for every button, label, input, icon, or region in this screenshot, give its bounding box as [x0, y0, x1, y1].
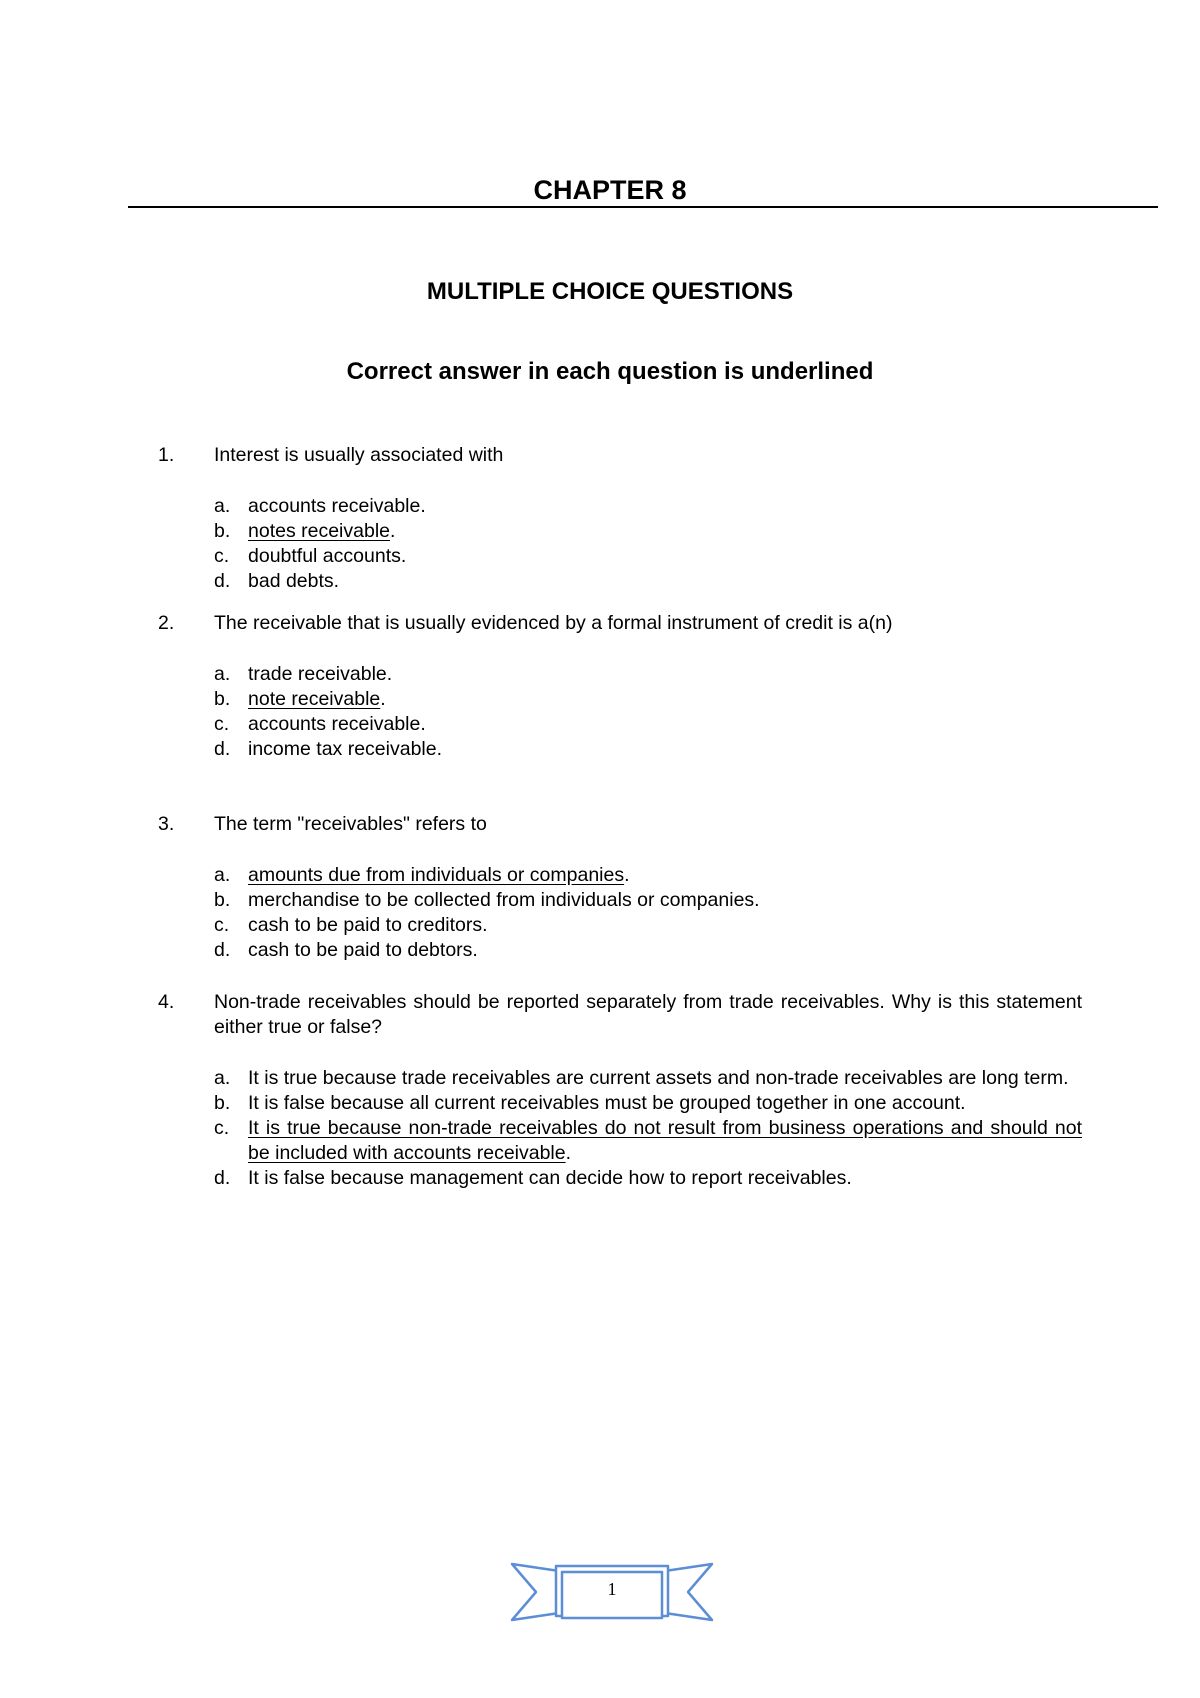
option-letter: c.	[214, 1117, 230, 1139]
option-text: cash to be paid to debtors	[248, 939, 473, 961]
option-suffix: .	[482, 914, 488, 936]
option-suffix: .	[400, 545, 407, 567]
option-letter: b.	[214, 889, 231, 911]
option-suffix: .	[846, 1167, 852, 1189]
option-b	[158, 519, 1082, 544]
option-letter: d.	[214, 738, 231, 760]
question-stem	[158, 611, 1082, 636]
question-text: The receivable that is usually evidenced by a formal instrument of credit is a(n)	[214, 612, 893, 634]
question-4	[158, 990, 1082, 1191]
option-suffix: .	[436, 738, 443, 760]
option-suffix: .	[624, 864, 630, 886]
option-c	[158, 1116, 1082, 1166]
section-title: MULTIPLE CHOICE QUESTIONS	[426, 278, 794, 305]
option-list	[158, 1066, 1082, 1191]
option-letter: d.	[214, 939, 231, 961]
option-d	[158, 569, 1082, 594]
question-number: 1.	[158, 444, 175, 466]
option-suffix: .	[420, 495, 426, 517]
option-d	[158, 938, 1082, 963]
option-letter: b.	[214, 520, 231, 542]
option-c	[158, 712, 1082, 737]
question-2	[158, 611, 1082, 762]
question-stem	[158, 812, 1082, 837]
option-suffix: .	[380, 688, 386, 710]
option-suffix: .	[386, 663, 393, 685]
option-suffix: .	[754, 889, 760, 911]
option-text: accounts receivable	[248, 495, 421, 517]
option-text: It is false because management can decide how to report receivables	[248, 1167, 847, 1189]
option-list	[158, 494, 1082, 594]
option-text: doubtful accounts	[248, 545, 401, 567]
correct-answer-text: note receivable	[248, 688, 381, 710]
question-stem	[158, 443, 1082, 468]
option-suffix: .	[565, 1142, 572, 1164]
question-number: 4.	[158, 991, 175, 1013]
option-list	[158, 662, 1082, 762]
option-a	[158, 494, 1082, 519]
option-d	[158, 1166, 1082, 1191]
option-letter: d.	[214, 1167, 231, 1189]
question-3	[158, 812, 1082, 963]
option-a	[158, 863, 1082, 888]
option-text: trade receivable	[248, 663, 387, 685]
page-number: 1	[607, 1579, 617, 1599]
option-c	[158, 913, 1082, 938]
option-letter: a.	[214, 1067, 231, 1089]
option-suffix: .	[1063, 1067, 1069, 1089]
option-d	[158, 737, 1082, 762]
question-1	[158, 443, 1082, 594]
option-letter: a.	[214, 495, 231, 517]
instruction-text: Correct answer in each question is underlined	[346, 358, 874, 385]
option-c	[158, 544, 1082, 569]
option-text: cash to be paid to creditors	[248, 914, 483, 936]
option-letter: a.	[214, 663, 231, 685]
correct-answer-text: notes receivable	[248, 520, 391, 542]
option-letter: b.	[214, 1092, 231, 1114]
option-list	[158, 863, 1082, 963]
option-suffix: .	[390, 520, 396, 542]
option-a	[158, 662, 1082, 687]
option-suffix: .	[472, 939, 478, 961]
question-number: 2.	[158, 612, 175, 634]
question-stem	[158, 990, 1082, 1040]
option-suffix: .	[333, 570, 340, 592]
option-letter: c.	[214, 914, 230, 936]
question-number: 3.	[158, 813, 175, 835]
option-letter: c.	[214, 545, 230, 567]
option-text: income tax receivable	[248, 738, 437, 760]
option-letter: b.	[214, 688, 231, 710]
option-text: It is true because trade receivables are current assets and non-trade receivables are long term	[248, 1067, 1064, 1089]
option-b	[158, 687, 1082, 712]
question-text: Interest is usually associated with	[214, 444, 504, 466]
correct-answer-text: amounts due from individuals or companies	[248, 864, 625, 886]
chapter-title: CHAPTER 8	[533, 175, 687, 205]
option-a	[158, 1066, 1082, 1091]
option-b	[158, 1091, 1082, 1116]
chapter-divider	[128, 206, 1158, 208]
option-suffix: .	[420, 713, 426, 735]
option-text: It is false because all current receivables must be grouped together in one account	[248, 1092, 961, 1114]
question-text: The term "receivables" refers to	[214, 813, 487, 835]
option-letter: a.	[214, 864, 231, 886]
option-letter: c.	[214, 713, 230, 735]
option-b	[158, 888, 1082, 913]
correct-answer-text: It is true because non-trade receivables do not result from business operations and should not be included with accounts receivable	[248, 1117, 1082, 1164]
option-text: accounts receivable	[248, 713, 421, 735]
question-text: Non-trade receivables should be reported separately from trade receivables. Why is this statement either true or false?	[214, 991, 1082, 1038]
option-text: merchandise to be collected from individuals or companies	[248, 889, 755, 911]
option-letter: d.	[214, 570, 231, 592]
option-suffix: .	[960, 1092, 966, 1114]
option-text: bad debts	[248, 570, 334, 592]
